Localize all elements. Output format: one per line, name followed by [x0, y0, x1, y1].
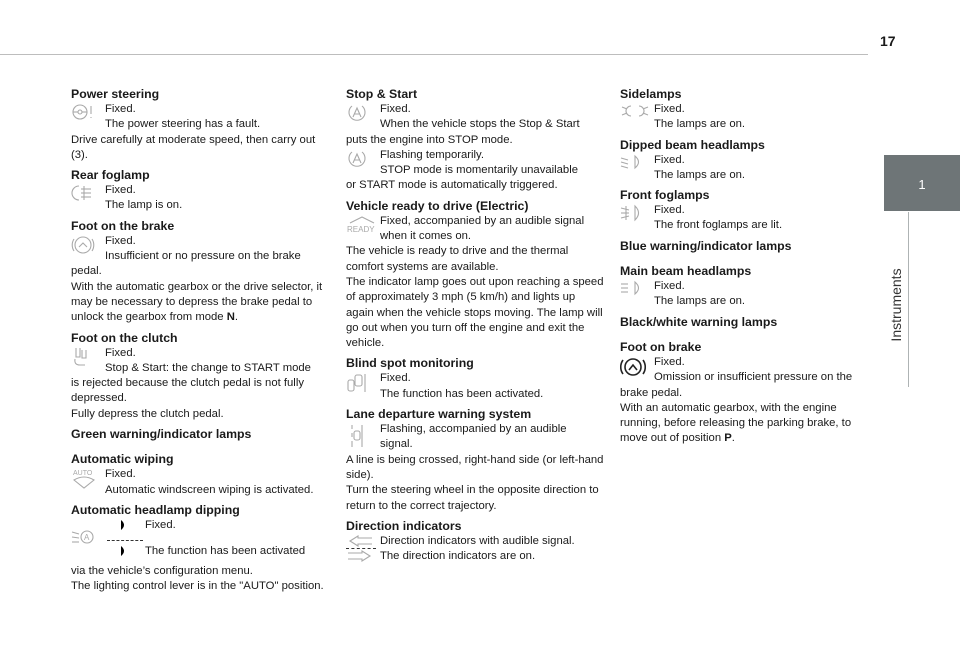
text: when it comes on. — [380, 230, 472, 243]
heading: Direction indicators — [346, 518, 462, 533]
text: When the vehicle stops the Stop & Start — [380, 118, 580, 131]
text: brake pedal. — [620, 386, 683, 399]
heading: Foot on brake — [620, 339, 702, 354]
rear-foglamp-icon — [71, 184, 93, 202]
text: Fixed. — [105, 103, 136, 115]
text: The lighting control lever is in the "AUTO" position. — [71, 579, 324, 592]
text: Flashing temporarily. — [380, 148, 485, 161]
text: Fixed. — [654, 153, 685, 166]
dipped-beam-icon — [620, 154, 644, 170]
text: pedal. — [71, 265, 102, 278]
text: Automatic windscreen wiping is activated. — [105, 483, 314, 496]
chapter-title: Instruments — [888, 268, 904, 342]
text: Fully depress the clutch pedal. — [71, 407, 224, 420]
section-heading-blue: Blue warning/indicator lamps — [620, 238, 792, 253]
text: Fixed. — [654, 204, 685, 217]
text: Fixed. — [654, 355, 685, 368]
power-steering-block — [71, 87, 329, 163]
text: Drive carefully at moderate speed, then carry out (3). — [71, 133, 316, 161]
text: The function has been activated. — [380, 387, 544, 400]
text: is rejected because the clutch pedal is not fully depressed. — [71, 377, 304, 405]
header-rule — [0, 54, 868, 55]
icon-group — [107, 518, 145, 564]
text: The lamps are on. — [654, 168, 746, 181]
right-indicator-icon — [346, 550, 374, 562]
text: Insufficient or no pressure on the brake — [105, 250, 301, 263]
text: Fixed. — [654, 103, 685, 115]
text: The function has been activated — [145, 545, 306, 558]
text — [71, 280, 329, 326]
heading: Foot on the brake — [71, 218, 175, 233]
text: Stop & Start: the change to START mode — [105, 361, 311, 374]
text: . — [234, 311, 239, 324]
brake-pedal-icon — [71, 235, 95, 255]
text: Fixed. — [105, 468, 136, 481]
stop-start-block — [346, 87, 604, 194]
foot-on-brake-icon — [620, 356, 646, 378]
column-3 — [620, 87, 878, 452]
sidelamps-block — [620, 87, 878, 133]
text: Fixed. — [654, 280, 685, 293]
text: via the vehicle’s configuration menu. — [71, 564, 253, 577]
blind-spot-block — [346, 356, 604, 402]
heading: Automatic wiping — [71, 452, 174, 467]
text: The lamps are on. — [654, 118, 746, 131]
heading: Lane departure warning system — [346, 407, 532, 422]
heading: Blind spot monitoring — [346, 356, 474, 371]
heading: Automatic headlamp dipping — [71, 502, 240, 517]
foot-on-brake-block — [71, 219, 329, 326]
text: Fixed. — [105, 234, 136, 247]
heading: Stop & Start — [346, 87, 418, 101]
page-number: 17 — [880, 33, 896, 49]
text: STOP mode is momentarily unavailable — [380, 164, 578, 177]
text: Fixed. — [105, 346, 136, 359]
blind-spot-icon — [346, 372, 370, 394]
text: Fixed. — [105, 184, 136, 197]
text: Flashing, accompanied by an audible — [380, 423, 567, 436]
text: With an automatic gearbox, with the engine running, before releasing the parking brake, to move out of position — [620, 401, 852, 445]
text: puts the engine into STOP mode. — [346, 133, 513, 146]
auto-wiper-icon — [71, 468, 97, 490]
text: Fixed. — [380, 372, 411, 385]
text: or START mode is automatically triggered. — [346, 179, 558, 192]
text: Fixed. — [145, 518, 176, 531]
main-beam-icon — [620, 280, 644, 296]
foot-on-brake-bw-block — [620, 340, 878, 447]
text: Direction indicators with audible signal. — [380, 534, 575, 547]
text: Omission or insufficient pressure on the — [654, 371, 853, 384]
text: The direction indicators are on. — [380, 550, 536, 563]
text: . — [731, 432, 735, 445]
chapter-tab[interactable] — [884, 155, 960, 211]
lane-departure-icon — [346, 423, 368, 449]
foot-on-clutch-block — [71, 331, 329, 422]
sidelamps-icon — [620, 103, 650, 119]
chapter-divider — [908, 212, 909, 387]
heading: Foot on the clutch — [71, 330, 178, 345]
section-heading-green: Green warning/indicator lamps — [71, 427, 252, 442]
chapter-number: 1 — [918, 177, 926, 192]
direction-indicators-block — [346, 519, 604, 565]
column-1 — [71, 87, 329, 599]
rear-foglamp-block — [71, 168, 329, 214]
ready-to-drive-block — [346, 199, 604, 352]
text: The power steering has a fault. — [105, 118, 261, 131]
text: signal. — [380, 438, 413, 451]
text: The indicator lamp goes out upon reaching a speed of approximately 3 mph (5 km/h) and lights up again when the vehicle stops moving. The lamp will go out when you turn off the engine and exit the vehicle. — [346, 275, 604, 350]
heading: Vehicle ready to drive (Electric) — [346, 198, 529, 213]
heading: Sidelamps — [620, 87, 682, 101]
main-beam-small-icon — [107, 544, 129, 558]
text: Fixed, accompanied by an audible signal — [380, 214, 585, 227]
steering-wheel-warning-icon — [71, 103, 93, 121]
heading: Power steering — [71, 87, 160, 101]
text: Fixed. — [380, 103, 411, 115]
heading: Dipped beam headlamps — [620, 137, 765, 152]
text: The front foglamps are lit. — [654, 219, 783, 232]
dipped-beam-block — [620, 138, 878, 184]
section-heading-black-white: Black/white warning lamps — [620, 314, 778, 329]
text: The vehicle is ready to drive and the thermal comfort systems are available. — [346, 245, 569, 273]
automatic-wiping-block — [71, 452, 329, 498]
auto-letter: A — [84, 532, 90, 542]
dipped-beam-small-icon — [107, 518, 129, 532]
lane-departure-block — [346, 407, 604, 514]
ready-label: READY — [347, 224, 375, 234]
heading: Main beam headlamps — [620, 264, 752, 279]
auto-label: AUTO — [73, 470, 93, 478]
text — [620, 401, 878, 447]
clutch-foot-icon — [71, 347, 93, 367]
gear-position: P — [724, 432, 732, 445]
gear-mode: N — [226, 311, 235, 324]
heading: Front foglamps — [620, 188, 710, 203]
stop-start-icon — [346, 103, 368, 123]
stop-start-flashing-icon — [346, 149, 368, 169]
text: With the automatic gearbox or the drive selector, it may be necessary to depress the brake pedal to unlock the gearbox from mode — [71, 280, 323, 324]
text: A line is being crossed, right-hand side (or left-hand side). — [346, 453, 604, 481]
ready-icon — [346, 215, 378, 235]
or-divider — [107, 540, 143, 541]
or-divider — [346, 548, 376, 549]
text: Turn the steering wheel in the opposite direction to return to the correct trajectory. — [346, 484, 599, 512]
heading: Rear foglamp — [71, 168, 150, 183]
front-foglamps-icon — [620, 204, 644, 222]
headlamp-dipping-block — [71, 503, 329, 594]
text: The lamp is on. — [105, 199, 183, 212]
auto-headlamp-icon — [71, 528, 97, 546]
front-foglamps-block — [620, 188, 878, 234]
main-beam-block — [620, 264, 878, 310]
column-2 — [346, 87, 604, 569]
text: The lamps are on. — [654, 295, 746, 308]
left-indicator-icon — [346, 535, 374, 547]
